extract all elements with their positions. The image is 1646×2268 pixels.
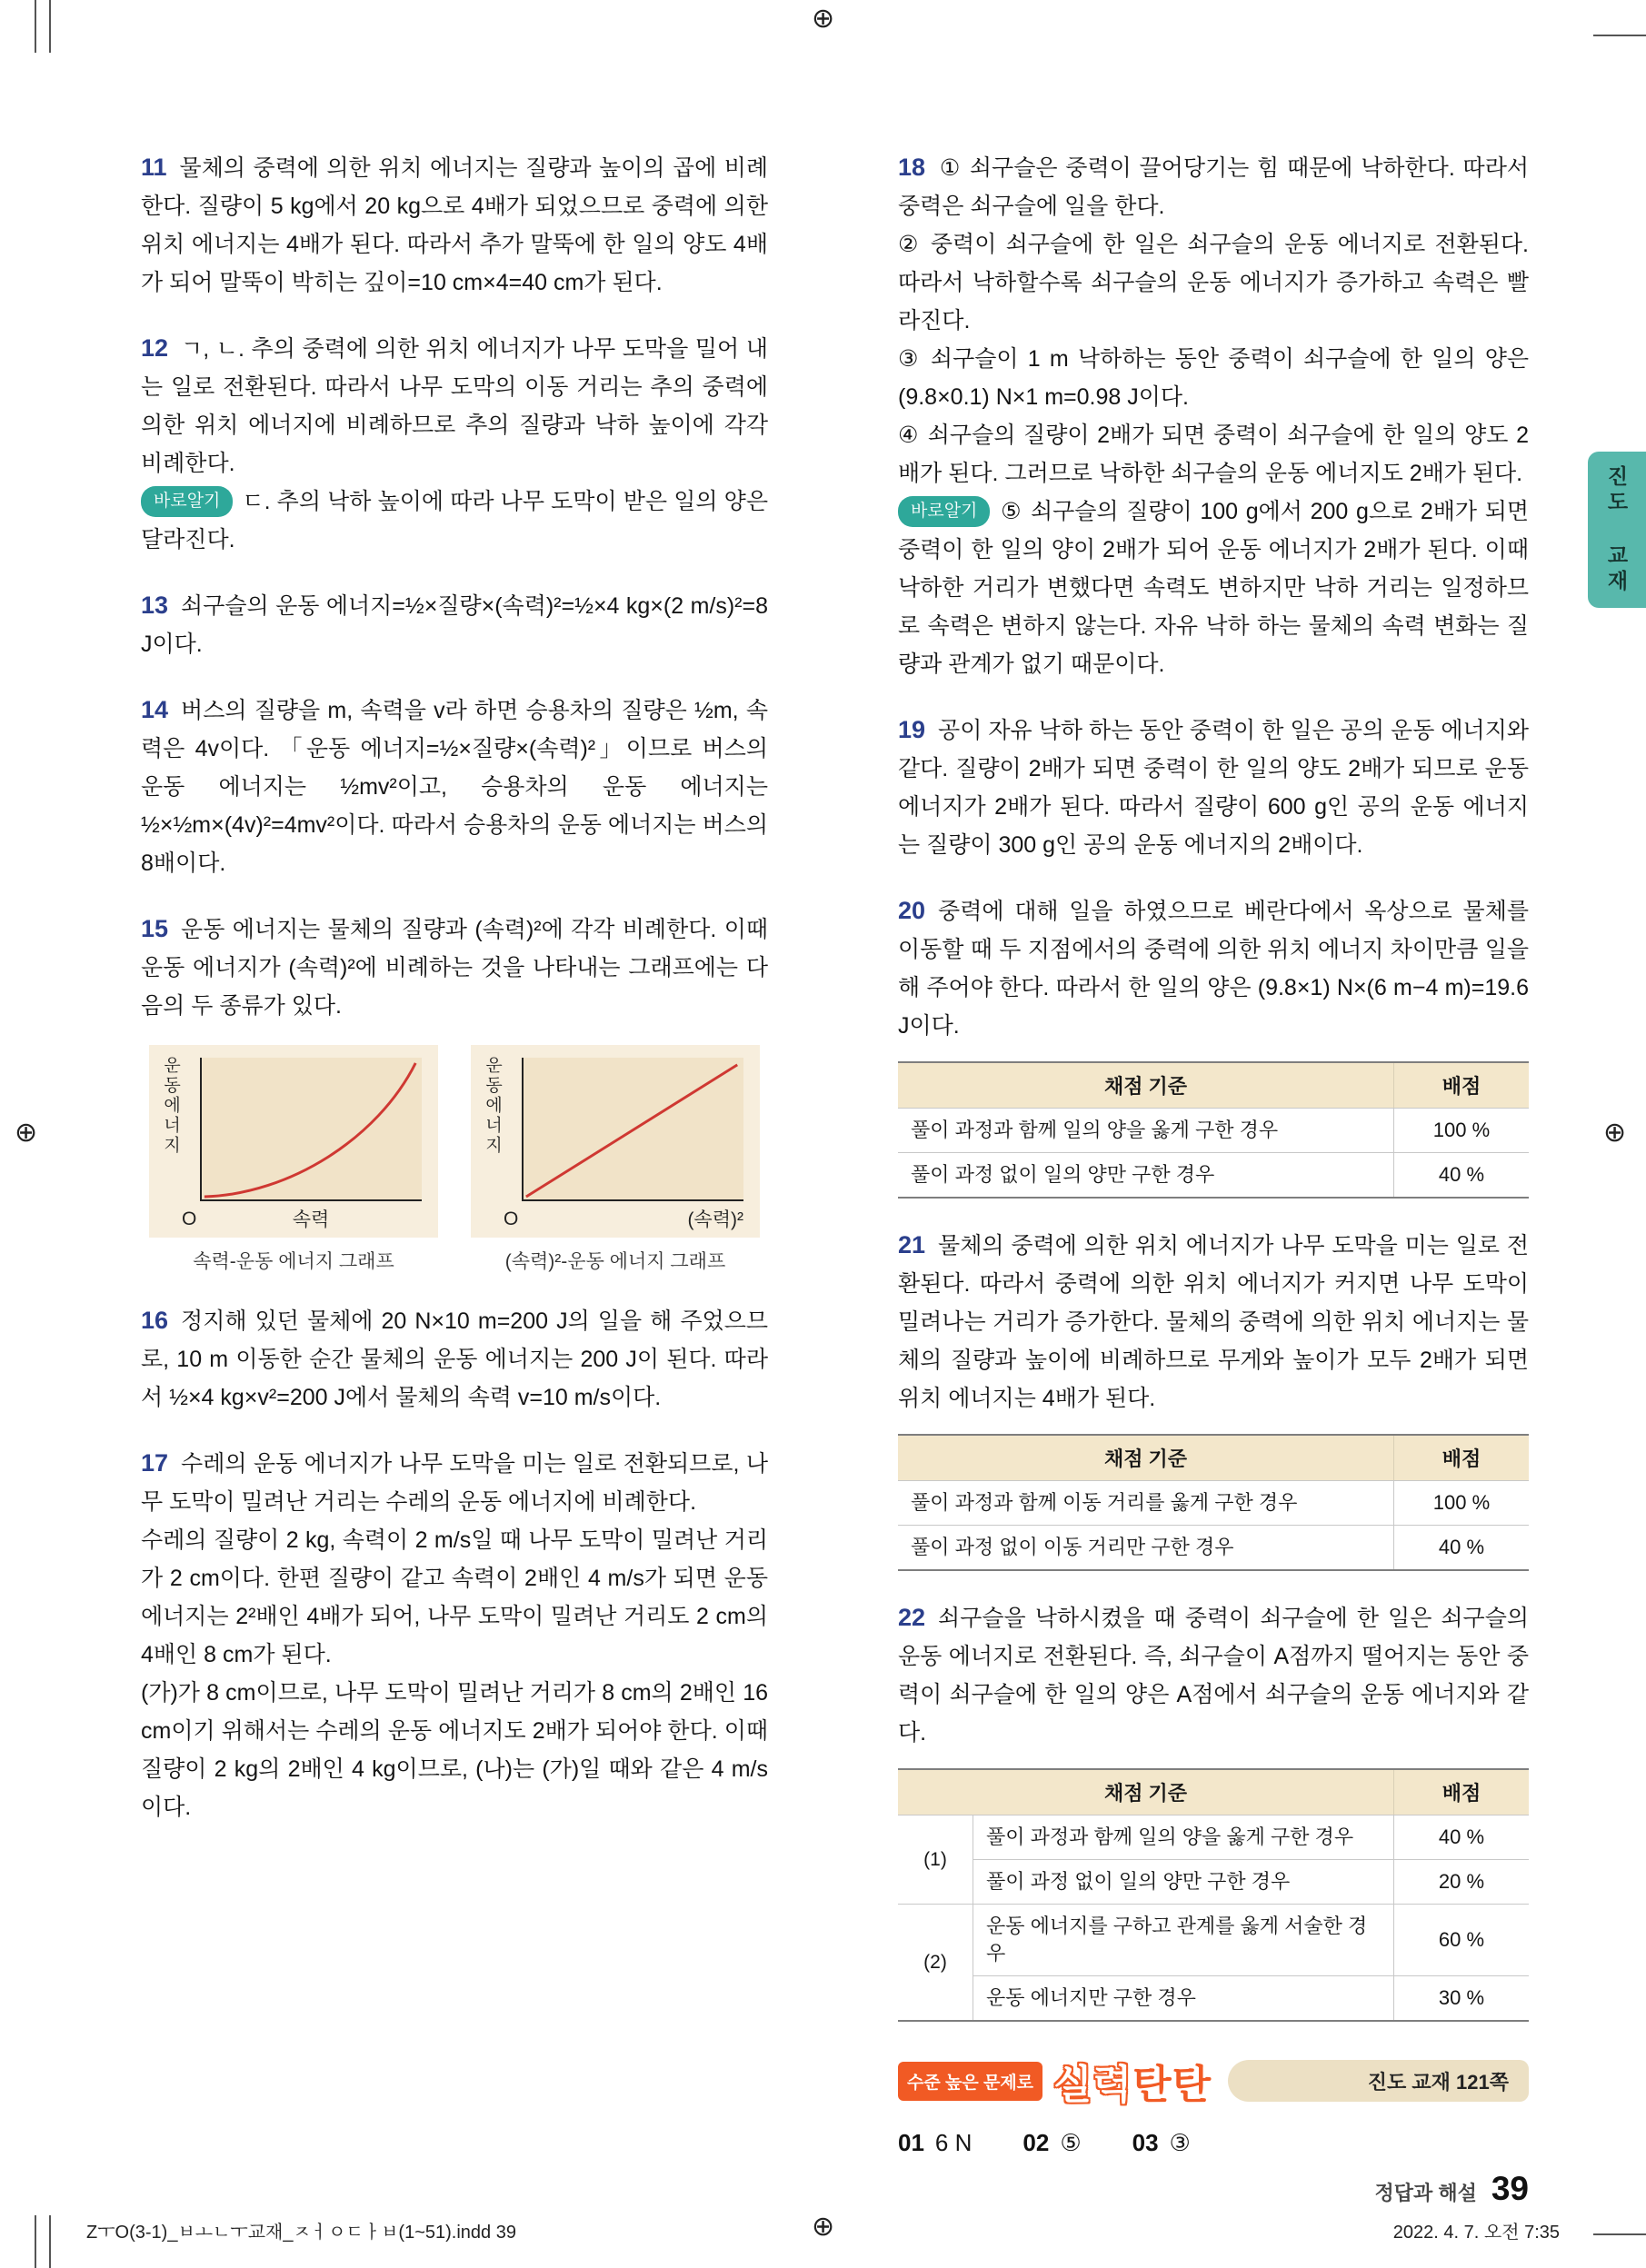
banner-title-part1: 실력 [1053, 2063, 1133, 2107]
trim-mark [1593, 2233, 1646, 2235]
table-header-score: 배점 [1394, 1769, 1530, 1815]
section-18 [898, 148, 1529, 683]
answer-item [1023, 2129, 1081, 2157]
section-text: ③ 쇠구슬이 1 m 낙하하는 동안 중력이 쇠구슬에 한 일의 양은 (9.8×0.1) N×1 m=0.98 J이다. [898, 346, 1529, 410]
section-number: 11 [141, 154, 167, 181]
answer-number: 02 [1023, 2129, 1050, 2156]
curve-linear [524, 1058, 743, 1199]
graph-panel [149, 1045, 438, 1238]
group-label-cell: (1) [898, 1815, 973, 1905]
kinetic-energy-graphs [141, 1045, 768, 1274]
slug-timestamp: 2022. 4. 7. 오전 7:35 [1392, 2223, 1560, 2243]
section-text: ④ 쇠구슬의 질량이 2배가 되면 중력이 쇠구슬에 한 일의 양도 2배가 된다. 그러므로 낙하한 쇠구슬의 운동 에너지도 2배가 된다. [898, 423, 1529, 486]
section-text: 물체의 중력에 의한 위치 에너지가 나무 도막을 미는 일로 전환된다. 따라서 중력에 의한 위치 에너지가 커지면 나무 도막이 밀려나는 거리가 증가한다. 물체의 중력에 의한 위치 에너지는 물체의 질량과 높이에 비례하므로 무게와 높이가 모두 2배가 되면 위치 에너지는 4배가 된다. [898, 1233, 1529, 1411]
section-text: 정지해 있던 물체에 20 N×10 m=200 J의 일을 해 주었으므로, 10 m 이동한 순간 물체의 운동 에너지는 200 J이 된다. 따라서 ½×4 kg×v²=200 J에서 물체의 속력 v=10 m/s이다. [141, 1308, 768, 1410]
score-cell: 20 % [1394, 1860, 1530, 1905]
table-header-criteria: 채점 기준 [898, 1435, 1394, 1481]
baro-algi-badge: 바로알기 [141, 486, 233, 517]
section-number: 17 [141, 1449, 169, 1477]
banner-title [1053, 2052, 1212, 2110]
trim-mark [49, 0, 51, 53]
criteria-cell: 풀이 과정과 함께 이동 거리를 옳게 구한 경우 [898, 1481, 1394, 1526]
registration-mark: ⊕ [812, 2212, 835, 2242]
section-text: ㄱ, ㄴ. 추의 중력에 의한 위치 에너지가 나무 도막을 밀어 내는 일로 전환된다. 따라서 나무 도막의 이동 거리는 추의 중력에 의한 위치 에너지에 비례하므로 추의 질량과 낙하 높이에 각각 비례한다. [141, 336, 768, 476]
criteria-cell: 운동 에너지만 구한 경우 [986, 1986, 1196, 2009]
trim-mark [1593, 35, 1646, 36]
footer-label: 정답과 해설 [1374, 2182, 1477, 2204]
score-cell: 100 % [1394, 1109, 1530, 1153]
banner-title-part2: 탄탄 [1132, 2063, 1212, 2107]
table-row [898, 1109, 1529, 1153]
origin-label: O [504, 1209, 519, 1229]
answer-value: 6 N [934, 2129, 973, 2156]
section-14 [141, 691, 768, 882]
y-axis-label: 운동에너지 [161, 1056, 180, 1156]
banner-reference [1228, 2060, 1529, 2102]
table-row [898, 1860, 1529, 1905]
x-axis-label: 속력 [292, 1209, 330, 1230]
section-number: 12 [141, 334, 169, 362]
section-15 [141, 910, 768, 1274]
baro-algi-badge: 바로알기 [898, 496, 990, 527]
table-row [898, 1815, 1529, 1860]
section-text: 버스의 질량을 m, 속력을 v라 하면 승용차의 질량은 ½m, 속력은 4v이다. 「운동 에너지=½×질량×(속력)²」이므로 버스의 운동 에너지는 ½mv²이고, 승용차의 운동 에너지는 ½×½m×(4v)²=4mv²이다. 따라서 승용차의 운동 에너지는 버스의 8배이다. [141, 698, 768, 876]
section-text: 물체의 중력에 의한 위치 에너지는 질량과 높이의 곱에 비례한다. 질량이 5 kg에서 20 kg으로 4배가 되었으므로 중력에 의한 위치 에너지는 4배가 된다. 따라서 추가 말뚝에 한 일의 양도 4배가 되어 말뚝이 박히는 깊이=10 cm×4=40 cm가 된다. [141, 155, 768, 295]
section-text: 공이 자유 낙하 하는 동안 중력이 한 일은 공의 운동 에너지와 같다. 질량이 2배가 되면 중력이 한 일의 양도 2배가 되므로 운동 에너지가 2배가 된다. 따라서 질량이 600 g인 공의 운동 에너지는 질량이 300 g인 공의 운동 에너지의 2배이다. [898, 718, 1529, 858]
score-cell: 30 % [1394, 1976, 1530, 2022]
section-number: 21 [898, 1231, 926, 1258]
section-text: (가)가 8 cm이므로, 나무 도막이 밀려난 거리가 8 cm의 2배인 16 cm이기 위해서는 수레의 운동 에너지도 2배가 되어야 한다. 이때 질량이 2 kg의 2배인 4 kg이므로, (나)는 (가)일 때와 같은 4 m/s이다. [141, 1680, 768, 1820]
plot-area [200, 1058, 422, 1201]
section-text: ① 쇠구슬은 중력이 끌어당기는 힘 때문에 낙하한다. 따라서 중력은 쇠구슬에 일을 한다. [898, 155, 1529, 219]
section-text: ⑤ 쇠구슬의 질량이 100 g에서 200 g으로 2배가 되면 중력이 한 일의 양이 2배가 되어 운동 에너지가 2배가 된다. 이때 낙하한 거리가 변했다면 속력도 변하지만 낙하 거리는 일정하므로 속력은 변하지 않는다. 자유 낙하 하는 물체의 속력 변화는 질량과 관계가 없기 때문이다. [898, 499, 1529, 677]
section-19 [898, 711, 1529, 864]
table-row [898, 1976, 1529, 2022]
banner-reference-text: 진도 교재 121쪽 [1367, 2070, 1509, 2094]
section-text: 수레의 질량이 2 kg, 속력이 2 m/s일 때 나무 도막이 밀려난 거리가 2 cm이다. 한편 질량이 같고 속력이 2배인 4 m/s가 되면 운동 에너지는 2²배인 4배가 되어, 나무 도막이 밀려난 거리도 2 cm의 4배인 8 cm가 된다. [141, 1527, 768, 1667]
trim-mark [35, 2215, 36, 2268]
plot-area [522, 1058, 743, 1201]
grading-table-21 [898, 1434, 1529, 1571]
curve-quadratic [202, 1058, 422, 1199]
score-cell: 40 % [1394, 1815, 1530, 1860]
section-text: 쇠구슬을 낙하시켰을 때 중력이 쇠구슬에 한 일은 쇠구슬의 운동 에너지로 전환된다. 즉, 쇠구슬이 A점까지 떨어지는 동안 중력이 쇠구슬에 한 일의 양은 A점에서 쇠구슬의 운동 에너지와 같다. [898, 1606, 1529, 1746]
section-21 [898, 1226, 1529, 1571]
trim-mark [35, 0, 36, 53]
section-16 [141, 1301, 768, 1417]
group-label-cell: (2) [898, 1905, 973, 2022]
section-20 [898, 891, 1529, 1199]
table-row [898, 1153, 1529, 1199]
section-text: 쇠구슬의 운동 에너지=½×질량×(속력)²=½×4 kg×(2 m/s)²=8 J이다. [141, 593, 768, 657]
answer-number: 03 [1132, 2129, 1159, 2156]
section-text: 중력에 대해 일을 하였으므로 베란다에서 옥상으로 물체를 이동할 때 두 지점에서의 중력에 의한 위치 에너지 차이만큼 일을 해 주어야 한다. 따라서 한 일의 양은 (9.8×1) N×(6 m−4 m)=19.6 J이다. [898, 899, 1529, 1039]
table-row [898, 1526, 1529, 1571]
score-cell: 60 % [1394, 1905, 1530, 1976]
section-number: 13 [141, 592, 169, 619]
graph-panel [471, 1045, 760, 1238]
skill-banner [898, 2054, 1529, 2107]
grading-table-22 [898, 1768, 1529, 2022]
criteria-cell: 풀이 과정 없이 일의 양만 구한 경우 [973, 1860, 1394, 1905]
section-number: 20 [898, 897, 926, 924]
criteria-cell: 풀이 과정과 함께 일의 양을 옳게 구한 경우 [898, 1109, 1394, 1153]
section-12 [141, 329, 768, 559]
answer-row [898, 2129, 1529, 2157]
criteria-cell: 풀이 과정과 함께 일의 양을 옳게 구한 경우 [973, 1815, 1394, 1860]
criteria-cell: 풀이 과정 없이 이동 거리만 구한 경우 [911, 1536, 1234, 1558]
side-tab-jindo-textbook [1588, 452, 1646, 608]
x-axis-label: (속력)² [687, 1209, 743, 1230]
section-number: 15 [141, 915, 169, 942]
answer-item [1132, 2129, 1191, 2157]
table-row [898, 1905, 1529, 1976]
answer-item [898, 2129, 972, 2157]
table-row [898, 1481, 1529, 1526]
section-text: 수레의 운동 에너지가 나무 도막을 미는 일로 전환되므로, 나무 도막이 밀려난 거리는 수레의 운동 에너지에 비례한다. [141, 1451, 768, 1515]
answer-number: 01 [898, 2129, 924, 2156]
answer-value: ③ [1169, 2129, 1191, 2156]
page-number: 39 [1491, 2170, 1529, 2207]
section-number: 14 [141, 696, 169, 723]
section-number: 18 [898, 154, 926, 181]
score-cell: 40 % [1394, 1153, 1530, 1199]
table-header-score: 배점 [1394, 1435, 1530, 1481]
section-number: 22 [898, 1604, 926, 1631]
y-axis-label: 운동에너지 [483, 1056, 502, 1156]
section-11 [141, 148, 768, 302]
criteria-cell: 운동 에너지를 구하고 관계를 옳게 서술한 경우 [973, 1905, 1394, 1976]
answer-value: ⑤ [1060, 2129, 1082, 2156]
section-17 [141, 1444, 768, 1826]
section-22 [898, 1598, 1529, 2022]
table-header-criteria: 채점 기준 [898, 1769, 1394, 1815]
section-text: ② 중력이 쇠구슬에 한 일은 쇠구슬의 운동 에너지로 전환된다. 따라서 낙하할수록 쇠구슬의 운동 에너지가 증가하고 속력은 빨라진다. [898, 232, 1529, 333]
graph-speed-squared-vs-energy [471, 1045, 760, 1274]
score-cell: 40 % [1394, 1526, 1530, 1571]
section-13 [141, 586, 768, 663]
section-number: 19 [898, 716, 926, 743]
graph-speed-vs-energy [149, 1045, 438, 1274]
graph-caption: 속력-운동 에너지 그래프 [193, 1251, 394, 1272]
registration-mark: ⊕ [15, 1118, 38, 1148]
print-slug [86, 2217, 1560, 2243]
graph-caption: (속력)²-운동 에너지 그래프 [504, 1251, 726, 1272]
origin-label: O [182, 1209, 197, 1229]
table-header-criteria: 채점 기준 [898, 1062, 1394, 1109]
table-header-score: 배점 [1394, 1062, 1530, 1109]
column-left [141, 148, 768, 1854]
registration-mark: ⊕ [812, 4, 835, 34]
registration-mark: ⊕ [1603, 1118, 1627, 1148]
section-number: 16 [141, 1307, 169, 1334]
column-right [898, 148, 1529, 2157]
side-tab-label: 진도 교재 [1604, 464, 1629, 595]
footer [1374, 2170, 1529, 2208]
trim-mark [49, 2215, 51, 2268]
section-text: ㄷ. 추의 낙하 높이에 따라 나무 도막이 받은 일의 양은 달라진다. [141, 489, 768, 552]
section-text: 운동 에너지는 물체의 질량과 (속력)²에 각각 비례한다. 이때 운동 에너지가 (속력)²에 비례하는 것을 나타내는 그래프에는 다음의 두 종류가 있다. [141, 917, 768, 1019]
banner-tag: 수준 높은 문제로 [898, 2062, 1042, 2101]
slug-filename: ZㅜO(3-1)_ㅂㅗㄴㅜ교재_ㅈㅓㅇㄷㅏㅂ(1~51).indd 39 [86, 2223, 516, 2243]
score-cell: 100 % [1394, 1481, 1530, 1526]
grading-table-20 [898, 1061, 1529, 1199]
criteria-cell: 풀이 과정 없이 일의 양만 구한 경우 [911, 1163, 1215, 1186]
